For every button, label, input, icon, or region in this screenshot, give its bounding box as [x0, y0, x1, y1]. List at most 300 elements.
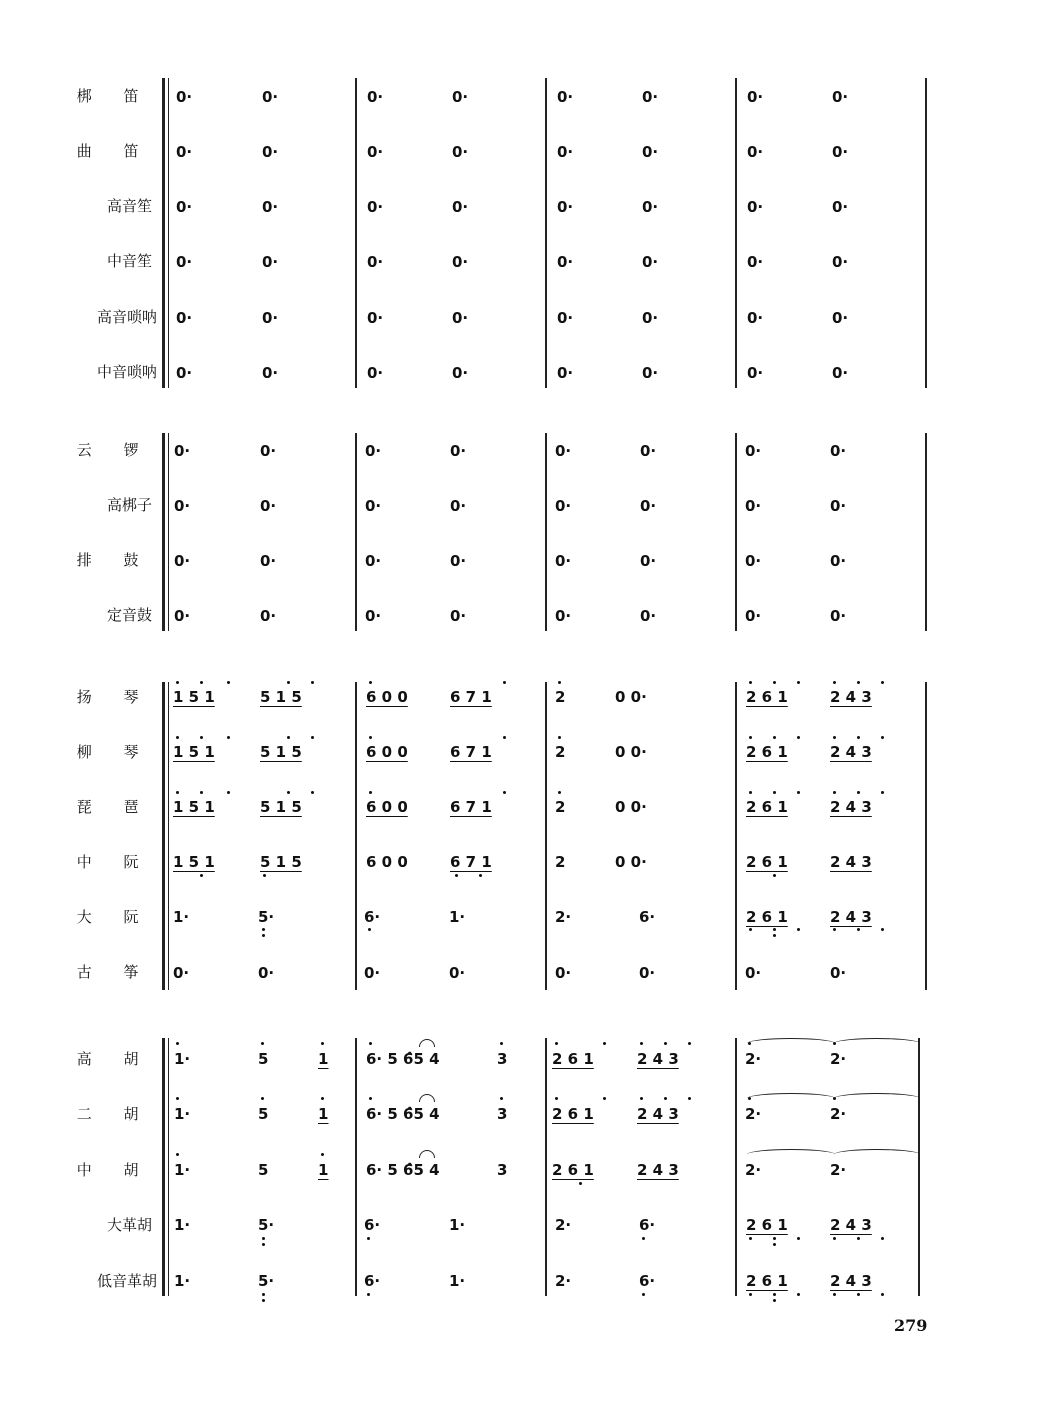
note: 0 0·	[615, 798, 647, 816]
note: 0·	[367, 253, 384, 271]
note-group: 2 4 3	[830, 1216, 872, 1234]
tie-mark	[834, 1038, 920, 1049]
barline	[355, 78, 357, 388]
octave-dot	[749, 1293, 752, 1296]
octave-dot	[773, 1299, 776, 1302]
octave-dot	[555, 1042, 558, 1045]
octave-dot	[797, 681, 800, 684]
note-group: 2 6 1	[746, 908, 788, 926]
note: 0·	[262, 198, 279, 216]
note-group: 2 4 3	[830, 908, 872, 926]
note-group: 5 1 5	[260, 798, 302, 816]
instrument-label: 二 胡	[76, 1105, 152, 1123]
note: 0·	[830, 442, 847, 460]
octave-dot	[227, 681, 230, 684]
octave-dot	[321, 1042, 324, 1045]
octave-dot	[833, 1237, 836, 1240]
note: 1·	[174, 1272, 191, 1290]
note: 0·	[745, 552, 762, 570]
note: 0·	[174, 442, 191, 460]
octave-dot	[640, 1097, 643, 1100]
note-group: 2 6 1	[552, 1050, 594, 1068]
note: 0·	[176, 198, 193, 216]
note: 2·	[555, 908, 572, 926]
tie-mark	[834, 1149, 920, 1160]
octave-dot	[369, 736, 372, 739]
system-bracket-bowed	[162, 1038, 165, 1296]
note: 0·	[830, 607, 847, 625]
note: 0·	[745, 497, 762, 515]
octave-dot	[773, 928, 776, 931]
note: 2·	[745, 1161, 762, 1179]
note: 0·	[555, 607, 572, 625]
note: 0·	[173, 964, 190, 982]
octave-dot	[857, 791, 860, 794]
note: 0·	[640, 552, 657, 570]
note: 0·	[367, 143, 384, 161]
octave-dot	[881, 1237, 884, 1240]
note: 5	[258, 1050, 269, 1068]
note: 0·	[747, 309, 764, 327]
barline	[735, 1038, 737, 1296]
note: 0·	[639, 964, 656, 982]
note: 0·	[557, 88, 574, 106]
octave-dot	[749, 928, 752, 931]
note: 6·	[639, 1272, 656, 1290]
note: 1	[318, 1105, 329, 1123]
octave-dot	[263, 874, 266, 877]
note: 0·	[258, 964, 275, 982]
octave-dot	[500, 1097, 503, 1100]
instrument-label: 排 鼓	[76, 551, 152, 569]
note: 0·	[830, 497, 847, 515]
octave-dot	[200, 874, 203, 877]
note: 1·	[449, 1216, 466, 1234]
note: 0·	[555, 442, 572, 460]
tie-mark	[747, 1093, 835, 1104]
octave-dot	[369, 1097, 372, 1100]
octave-dot	[797, 736, 800, 739]
note: 3	[497, 1161, 508, 1179]
note-group: 1 5 1	[173, 853, 215, 871]
note: 0 0·	[615, 688, 647, 706]
octave-dot	[749, 736, 752, 739]
note: 0·	[557, 143, 574, 161]
note-group: 2 6 1	[746, 1272, 788, 1290]
note-group: 5 1 5	[260, 688, 302, 706]
note: 5	[258, 1161, 269, 1179]
octave-dot	[857, 1293, 860, 1296]
barline	[735, 682, 737, 990]
octave-dot	[261, 1097, 264, 1100]
note: 0·	[745, 607, 762, 625]
octave-dot	[261, 1042, 264, 1045]
octave-dot	[503, 736, 506, 739]
system-brace-winds	[168, 78, 173, 388]
note: 5·	[258, 1216, 275, 1234]
note: 0·	[557, 364, 574, 382]
note: 0·	[747, 364, 764, 382]
note-group: 2 6 1	[746, 743, 788, 761]
octave-dot	[311, 736, 314, 739]
tie-mark	[747, 1149, 835, 1160]
octave-dot	[749, 1237, 752, 1240]
note-group: 2 4 3	[637, 1161, 679, 1179]
instrument-label: 定音鼓	[106, 606, 152, 624]
note: 0·	[262, 364, 279, 382]
octave-dot	[558, 791, 561, 794]
octave-dot	[642, 1293, 645, 1296]
system-brace-bowed	[168, 1038, 173, 1296]
octave-dot	[833, 681, 836, 684]
note: 2·	[830, 1105, 847, 1123]
octave-dot	[321, 1153, 324, 1156]
octave-dot	[176, 791, 179, 794]
note-group: 1 5 1	[173, 743, 215, 761]
note-group: 5 1 5	[260, 853, 302, 871]
octave-dot	[881, 791, 884, 794]
note: 0·	[262, 309, 279, 327]
note: 0·	[452, 88, 469, 106]
note: 0·	[642, 364, 659, 382]
octave-dot	[773, 1243, 776, 1246]
note: 3	[497, 1050, 508, 1068]
octave-dot	[797, 1293, 800, 1296]
note-group: 2 4 3	[830, 688, 872, 706]
barline	[545, 682, 547, 990]
note-group: 2 6 1	[552, 1105, 594, 1123]
note-group: 2 4 3	[637, 1050, 679, 1068]
octave-dot	[262, 1243, 265, 1246]
note: 0·	[450, 442, 467, 460]
barline	[355, 1038, 357, 1296]
octave-dot	[773, 874, 776, 877]
octave-dot	[479, 874, 482, 877]
note: 0·	[832, 309, 849, 327]
octave-dot	[603, 1097, 606, 1100]
note-group: 2 4 3	[830, 743, 872, 761]
note: 1·	[174, 1050, 191, 1068]
note: 0·	[365, 497, 382, 515]
note: 2·	[555, 1216, 572, 1234]
fermata-mark	[419, 1150, 435, 1158]
barline	[925, 433, 927, 631]
note-group: 2 6 1	[552, 1161, 594, 1179]
octave-dot	[797, 928, 800, 931]
octave-dot	[287, 736, 290, 739]
note: 6·	[639, 1216, 656, 1234]
note: 0·	[747, 143, 764, 161]
octave-dot	[227, 791, 230, 794]
note-group: 5 1 5	[260, 743, 302, 761]
octave-dot	[227, 736, 230, 739]
note: 2·	[745, 1105, 762, 1123]
barline	[918, 1038, 920, 1296]
note: 1·	[449, 908, 466, 926]
octave-dot	[857, 928, 860, 931]
instrument-label: 高音唢呐	[96, 308, 157, 326]
note: 2·	[745, 1050, 762, 1068]
note: 0·	[450, 552, 467, 570]
note: 0·	[176, 364, 193, 382]
note: 0·	[747, 253, 764, 271]
instrument-label: 高梆子	[106, 496, 152, 514]
note: 0·	[262, 143, 279, 161]
note: 2	[555, 853, 566, 871]
note: 6·	[364, 1272, 381, 1290]
note: 0·	[745, 442, 762, 460]
tie-mark	[747, 1038, 835, 1049]
octave-dot	[773, 681, 776, 684]
note: 0 0·	[615, 743, 647, 761]
instrument-label: 扬 琴	[76, 688, 152, 706]
barline	[545, 1038, 547, 1296]
instrument-label: 云 锣	[76, 441, 152, 459]
note-group: 2 6 1	[746, 688, 788, 706]
note: 0·	[642, 253, 659, 271]
note: 0·	[557, 253, 574, 271]
note-group: 6 0 0	[366, 688, 408, 706]
note: 3	[497, 1105, 508, 1123]
instrument-label: 低音革胡	[96, 1272, 157, 1290]
octave-dot	[287, 681, 290, 684]
note: 0·	[642, 88, 659, 106]
octave-dot	[558, 681, 561, 684]
octave-dot	[200, 736, 203, 739]
note: 0·	[365, 442, 382, 460]
octave-dot	[200, 681, 203, 684]
octave-dot	[857, 1237, 860, 1240]
octave-dot	[369, 791, 372, 794]
octave-dot	[262, 1293, 265, 1296]
note: 0·	[557, 198, 574, 216]
octave-dot	[664, 1042, 667, 1045]
note: 1·	[449, 1272, 466, 1290]
barline	[545, 78, 547, 388]
octave-dot	[503, 791, 506, 794]
note-group: 6 0 0	[366, 798, 408, 816]
note-group: 1 5 1	[173, 798, 215, 816]
note-group: 6 7 1	[450, 853, 492, 871]
barline	[355, 682, 357, 990]
note: 0·	[260, 442, 277, 460]
system-bracket-percussion	[162, 433, 165, 631]
note-group: 6 7 1	[450, 688, 492, 706]
note: 2·	[830, 1161, 847, 1179]
note: 0·	[830, 964, 847, 982]
note: 0·	[452, 143, 469, 161]
note: 1·	[174, 1161, 191, 1179]
note: 5·	[258, 908, 275, 926]
note-group: 2 6 1	[746, 1216, 788, 1234]
note-group: 2 4 3	[637, 1105, 679, 1123]
barline	[735, 433, 737, 631]
note: 0·	[557, 309, 574, 327]
note: 0·	[174, 497, 191, 515]
note: 0·	[832, 88, 849, 106]
barline	[925, 682, 927, 990]
octave-dot	[176, 1042, 179, 1045]
octave-dot	[555, 1097, 558, 1100]
octave-dot	[857, 681, 860, 684]
system-brace-percussion	[168, 433, 173, 631]
note: 6·	[364, 1216, 381, 1234]
instrument-label: 中音笙	[106, 252, 152, 270]
instrument-label: 大革胡	[106, 1216, 152, 1234]
instrument-label: 古 筝	[76, 963, 152, 981]
octave-dot	[773, 1293, 776, 1296]
note: 1·	[174, 1105, 191, 1123]
fermata-mark	[419, 1094, 435, 1102]
note: 0·	[832, 198, 849, 216]
octave-dot	[881, 1293, 884, 1296]
note: 5	[258, 1105, 269, 1123]
note: 6·	[639, 908, 656, 926]
octave-dot	[664, 1097, 667, 1100]
octave-dot	[311, 681, 314, 684]
octave-dot	[773, 791, 776, 794]
note: 0·	[830, 552, 847, 570]
note: 0 0·	[615, 853, 647, 871]
octave-dot	[797, 791, 800, 794]
note: 0·	[747, 88, 764, 106]
note-group: 2 4 3	[830, 1272, 872, 1290]
note: 0·	[449, 964, 466, 982]
system-bracket-plucked	[162, 682, 165, 990]
barline	[735, 78, 737, 388]
note: 0·	[555, 964, 572, 982]
page-number: 279	[894, 1316, 928, 1335]
note: 0·	[642, 309, 659, 327]
note: 0·	[745, 964, 762, 982]
note: 0·	[176, 309, 193, 327]
octave-dot	[176, 681, 179, 684]
instrument-label: 梆 笛	[76, 87, 152, 105]
note: 0·	[640, 442, 657, 460]
note: 5·	[258, 1272, 275, 1290]
octave-dot	[833, 1293, 836, 1296]
note: 0·	[367, 88, 384, 106]
octave-dot	[262, 928, 265, 931]
note: 0·	[452, 253, 469, 271]
note: 0·	[832, 253, 849, 271]
note-group: 6 7 1	[450, 798, 492, 816]
instrument-label: 中 阮	[76, 853, 152, 871]
octave-dot	[262, 934, 265, 937]
note: 0·	[260, 497, 277, 515]
note: 2·	[555, 1272, 572, 1290]
octave-dot	[367, 1237, 370, 1240]
note: 0·	[450, 497, 467, 515]
note: 2	[555, 688, 566, 706]
note: 0·	[176, 253, 193, 271]
note-group: 6 0 0	[366, 743, 408, 761]
octave-dot	[503, 681, 506, 684]
octave-dot	[833, 791, 836, 794]
octave-dot	[833, 736, 836, 739]
note: 2	[555, 743, 566, 761]
octave-dot	[367, 1293, 370, 1296]
note: 0·	[747, 198, 764, 216]
note: 0·	[364, 964, 381, 982]
note: 0·	[640, 497, 657, 515]
note: 0·	[832, 364, 849, 382]
octave-dot	[558, 736, 561, 739]
note: 6·	[364, 908, 381, 926]
octave-dot	[200, 791, 203, 794]
note-group: 6· 5 6̂5 4	[366, 1050, 440, 1068]
note: 0·	[642, 198, 659, 216]
instrument-label: 高音笙	[106, 197, 152, 215]
note: 0·	[367, 364, 384, 382]
system-brace-plucked	[168, 682, 173, 990]
octave-dot	[773, 736, 776, 739]
note: 0·	[260, 607, 277, 625]
instrument-label: 中音唢呐	[96, 363, 157, 381]
instrument-label: 大 阮	[76, 908, 152, 926]
octave-dot	[579, 1182, 582, 1185]
note: 0·	[174, 552, 191, 570]
note-group: 2 4 3	[830, 798, 872, 816]
octave-dot	[688, 1097, 691, 1100]
octave-dot	[369, 1042, 372, 1045]
note: 0·	[262, 88, 279, 106]
instrument-label: 中 胡	[76, 1161, 152, 1179]
note: 2	[555, 798, 566, 816]
note: 0·	[176, 143, 193, 161]
note: 2·	[830, 1050, 847, 1068]
barline	[355, 433, 357, 631]
octave-dot	[797, 1237, 800, 1240]
octave-dot	[176, 736, 179, 739]
octave-dot	[688, 1042, 691, 1045]
note: 1·	[173, 908, 190, 926]
note: 0·	[174, 607, 191, 625]
note-group: 2 4 3	[830, 853, 872, 871]
note-group: 6· 5 6̂5 4	[366, 1161, 440, 1179]
note: 0·	[640, 607, 657, 625]
note: 0·	[365, 607, 382, 625]
octave-dot	[603, 1042, 606, 1045]
note-group: 1 5 1	[173, 688, 215, 706]
instrument-label: 高 胡	[76, 1050, 152, 1068]
note: 0·	[365, 552, 382, 570]
instrument-label: 琵 琶	[76, 798, 152, 816]
octave-dot	[262, 1237, 265, 1240]
note: 0·	[452, 309, 469, 327]
note: 1	[318, 1050, 329, 1068]
note: 0·	[367, 309, 384, 327]
note: 0·	[262, 253, 279, 271]
note-group: 6 7 1	[450, 743, 492, 761]
note-group: 2 6 1	[746, 798, 788, 816]
barline	[545, 433, 547, 631]
note: 0·	[832, 143, 849, 161]
note: 0·	[367, 198, 384, 216]
octave-dot	[176, 1097, 179, 1100]
octave-dot	[640, 1042, 643, 1045]
octave-dot	[455, 874, 458, 877]
octave-dot	[321, 1097, 324, 1100]
octave-dot	[368, 928, 371, 931]
octave-dot	[881, 928, 884, 931]
octave-dot	[773, 1237, 776, 1240]
octave-dot	[500, 1042, 503, 1045]
barline	[925, 78, 927, 388]
octave-dot	[857, 736, 860, 739]
note: 1·	[174, 1216, 191, 1234]
note: 0·	[176, 88, 193, 106]
